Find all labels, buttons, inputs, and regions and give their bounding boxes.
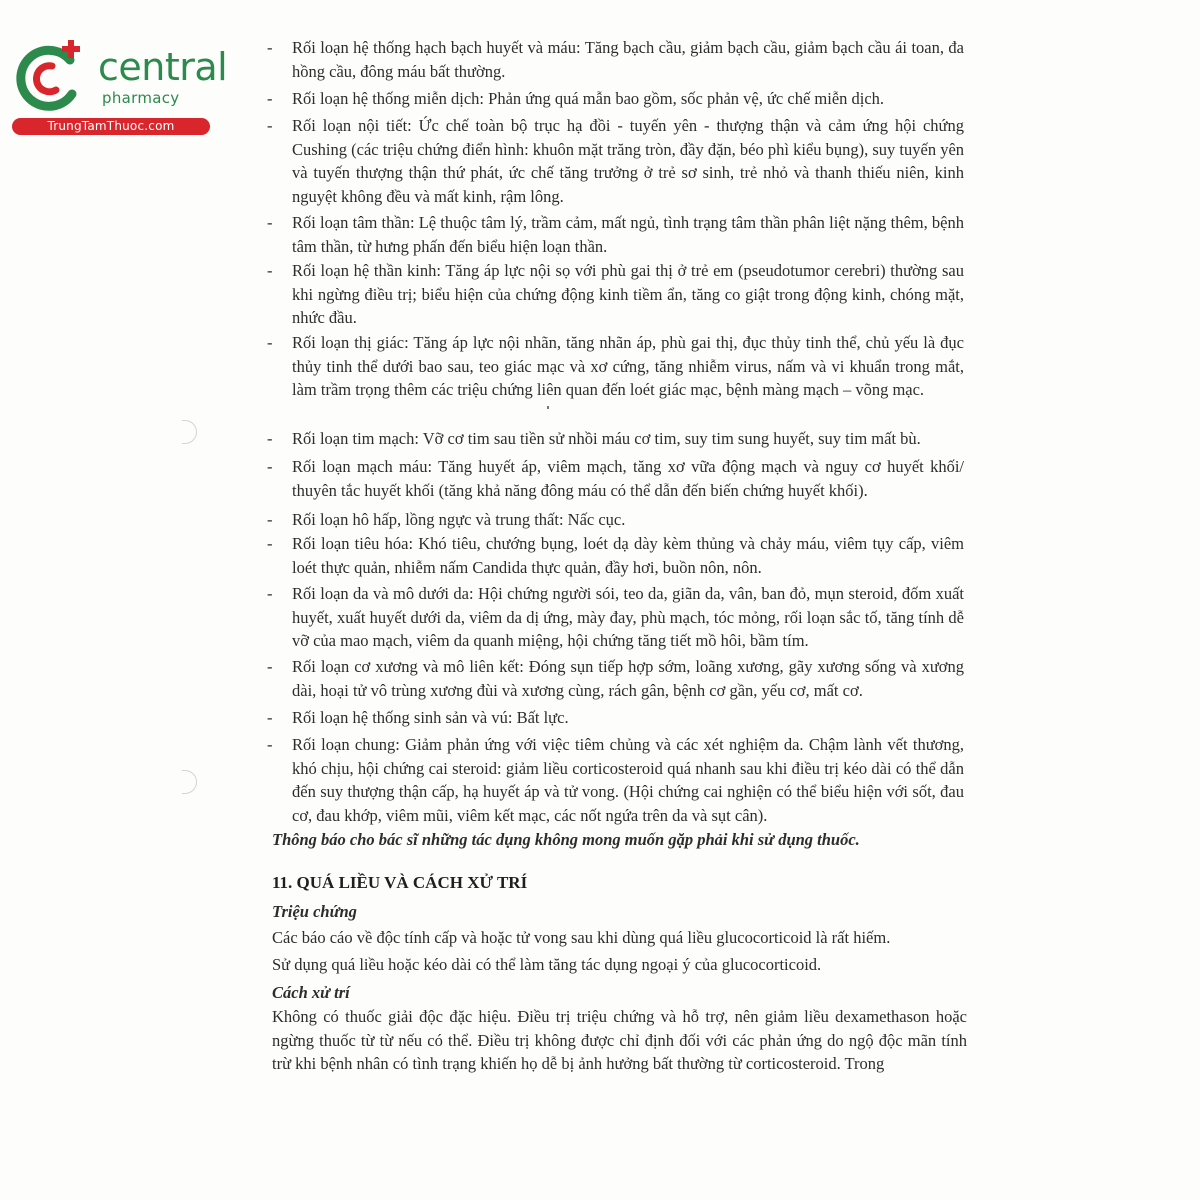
list-item-text: Rối loạn hệ thần kinh: Tăng áp lực nội sọ với phù gai thị ở trẻ em (pseudotumor cerebri) thường sau khi ngừng điều trị; biểu hiện của chứng động kinh tiềm ẩn, tăng co giật trong động kinh, chóng mặt, nhức đầu.	[292, 261, 964, 327]
list-item	[267, 655, 964, 702]
bullet-dash: -	[267, 261, 273, 280]
bullet-dash: -	[267, 708, 273, 727]
list-item	[267, 211, 964, 258]
list-item-text: Rối loạn chung: Giảm phản ứng với việc tiêm chủng và các xét nghiệm da. Chậm lành vết thương, khó chịu, hội chứng cai steroid: giảm liều corticosteroid quá nhanh sau khi điều trị kéo dài có thể dẫn đến suy thượng thận cấp, hạ huyết áp và tử vong. (Hội chứng cai nghiện có thể biểu hiện với sốt, đau cơ, đau khớp, viêm mũi, viêm kết mạc, các nốt ngứa trên da và sụt cân).	[292, 735, 964, 825]
list-item	[267, 87, 964, 111]
list-item-text: Rối loạn da và mô dưới da: Hội chứng người sói, teo da, giãn da, vân, ban đỏ, mụn steroid, đốm xuất huyết, xuất huyết dưới da, viêm da dị ứng, mày đay, phù mạch, tóc mỏng, rối loạn sắc tố, tăng tính dễ vỡ của mao mạch, viêm da quanh miệng, hội chứng tăng tiết mồ hôi, bầm tím.	[292, 584, 964, 650]
list-item	[267, 427, 964, 451]
list-item-text: Rối loạn mạch máu: Tăng huyết áp, viêm mạch, tăng xơ vữa động mạch và nguy cơ huyết khối/ thuyên tắc huyết khối (tăng khả năng đông máu có thể dẫn đến biến chứng huyết khối).	[292, 457, 964, 500]
paragraph: Không có thuốc giải độc đặc hiệu. Điều trị triệu chứng và hỗ trợ, nên giảm liều dexamethason hoặc ngừng thuốc từ từ nếu có thể. Điều trị không được chỉ định đối với các phản ứng do ngộ độc mãn tính trừ khi bệnh nhân có tình trạng khiến họ dễ bị ảnh hưởng bất thường từ corticosteroid. Trong	[272, 1007, 967, 1073]
list-item	[267, 114, 965, 208]
list-item-text: Rối loạn hô hấp, lồng ngực và trung thất: Nấc cục.	[292, 510, 626, 529]
list-item-text: Rối loạn hệ thống sinh sản và vú: Bất lực.	[292, 708, 569, 727]
list-item-text: Rối loạn hệ thống hạch bạch huyết và máu: Tăng bạch cầu, giảm bạch cầu, giảm bạch cầu ái toan, đa hồng cầu, đông máu bất thường.	[292, 38, 964, 81]
list-item	[267, 706, 964, 730]
list-item-text: Rối loạn tiêu hóa: Khó tiêu, chướng bụng, loét dạ dày kèm thủng và chảy máu, viêm tụy cấp, viêm loét thực quản, nhiễm nấm Candida thực quản, đầy hơi, buồn nôn, nôn.	[292, 534, 964, 577]
list-item	[267, 508, 964, 532]
bullet-dash: -	[267, 657, 273, 676]
list-item	[267, 455, 964, 502]
site-badge: TrungTamThuoc.com	[12, 118, 210, 135]
section-heading: 11. QUÁ LIỀU VÀ CÁCH XỬ TRÍ	[272, 873, 528, 892]
list-item	[267, 733, 964, 827]
list-item	[267, 259, 964, 330]
bullet-dash: -	[267, 89, 273, 108]
bullet-dash: -	[267, 429, 273, 448]
subheading-symptoms: Triệu chứng	[272, 902, 357, 921]
list-item	[267, 582, 964, 653]
brand-tagline: pharmacy	[102, 89, 180, 107]
bullet-dash: -	[267, 584, 273, 603]
bullet-dash: -	[267, 116, 273, 135]
bullet-dash: -	[267, 510, 273, 529]
list-item-text: Rối loạn tâm thần: Lệ thuộc tâm lý, trầm cảm, mất ngủ, tình trạng tâm thần phân liệt nặng thêm, bệnh tâm thần, từ hưng phấn đến biểu hiện loạn thần.	[292, 213, 964, 256]
bullet-dash: -	[267, 457, 273, 476]
list-item-text: Rối loạn cơ xương và mô liên kết: Đóng sụn tiếp hợp sớm, loãng xương, gãy xương sống và xương dài, hoại tử vô trùng xương đùi và xương cùng, rách gân, bệnh cơ gần, yếu cơ, mất cơ.	[292, 657, 964, 700]
bullet-dash: -	[267, 38, 273, 57]
bullet-dash: -	[267, 213, 273, 232]
brand-name: central	[98, 45, 228, 89]
list-item-text: Rối loạn nội tiết: Ức chế toàn bộ trục hạ đồi - tuyến yên - thượng thận và cảm ứng hội chứng Cushing (các triệu chứng điển hình: khuôn mặt trăng tròn, đầy đặn, béo phì kiểu bụng), suy tuyến yên và tuyến thượng thận thứ phát, ức chế tăng trưởng ở trẻ sơ sinh, trẻ nhỏ và thanh thiếu niên, kinh nguyệt không đều và mất kinh, rậm lông.	[292, 116, 965, 206]
paragraph: Các báo cáo về độc tính cấp và hoặc tử vong sau khi dùng quá liều glucocorticoid là rất hiếm.	[272, 928, 891, 947]
adverse-effect-warning: Thông báo cho bác sĩ những tác dụng không mong muốn gặp phải khi sử dụng thuốc.	[272, 830, 860, 849]
list-item	[267, 532, 964, 579]
list-item-text: Rối loạn tim mạch: Vỡ cơ tim sau tiền sử nhồi máu cơ tim, suy tim sung huyết, suy tim mất bù.	[292, 429, 921, 448]
list-item	[267, 331, 964, 402]
list-item-text: Rối loạn thị giác: Tăng áp lực nội nhãn, tăng nhãn áp, phù gai thị, đục thủy tinh thể, chủ yếu là đục thủy tinh thể dưới bao sau, teo giác mạc và xơ cứng, tăng nhiễm virus, nấm và vi khuẩn trong mắt, làm trầm trọng thêm các triệu chứng liên quan đến loét giác mạc, bệnh màng mạch – võng mạc.	[292, 333, 964, 399]
subheading-treatment: Cách xử trí	[272, 983, 350, 1002]
bullet-dash: -	[267, 534, 273, 553]
paragraph: Sử dụng quá liều hoặc kéo dài có thể làm tăng tác dụng ngoại ý của glucocorticoid.	[272, 955, 822, 974]
list-item-text: Rối loạn hệ thống miễn dịch: Phản ứng quá mẫn bao gồm, sốc phản vệ, ức chế miễn dịch.	[292, 89, 885, 108]
bullet-dash: -	[267, 735, 273, 754]
list-item	[267, 36, 964, 83]
bullet-dash: -	[267, 333, 273, 352]
